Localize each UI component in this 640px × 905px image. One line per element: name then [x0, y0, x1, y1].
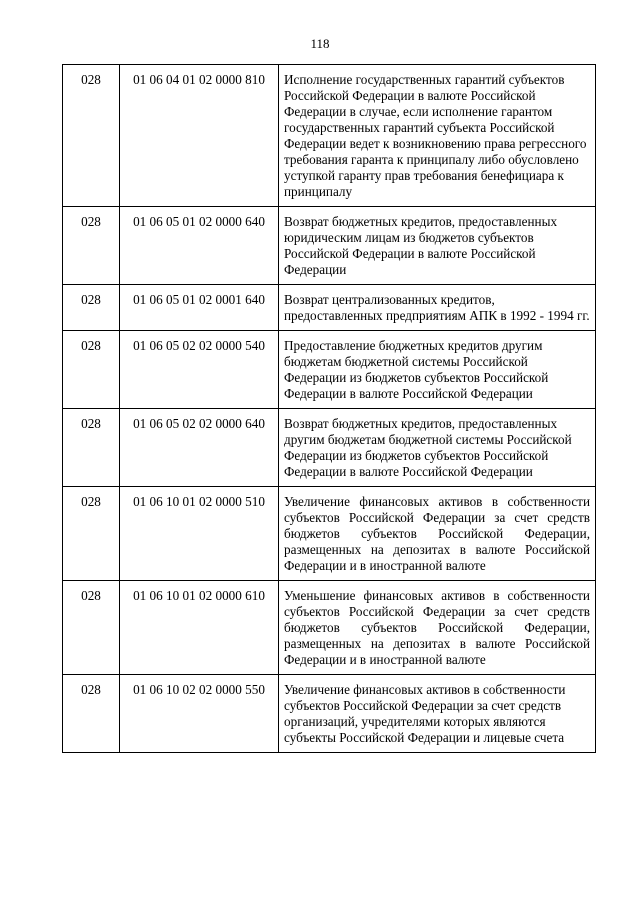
budget-codes-table: [62, 64, 596, 753]
description-cell: Возврат централизованных кредитов, предоставленных предприятиям АПК в 1992 - 1994 гг.: [279, 285, 596, 331]
table-row: [63, 487, 596, 581]
budget-code-cell: 01 06 04 01 02 0000 810: [120, 65, 279, 207]
description-cell: Возврат бюджетных кредитов, предоставленных юридическим лицам из бюджетов субъектов Российской Федерации в валюте Российской Федерации: [279, 207, 596, 285]
table-row: [63, 207, 596, 285]
table-row: [63, 675, 596, 753]
description-cell: Исполнение государственных гарантий субъектов Российской Федерации в валюте Российской Федерации в случае, если исполнение гарантом государственных гарантий субъекта Российской Федерации ведет к возникновению права регрессного требования гаранта к принципалу либо обусловлено уступкой гаранту прав требования бенефициара к принципалу: [279, 65, 596, 207]
admin-code-cell: 028: [63, 581, 120, 675]
admin-code-cell: 028: [63, 285, 120, 331]
admin-code-cell: 028: [63, 207, 120, 285]
page-number: 118: [310, 36, 330, 51]
admin-code-cell: 028: [63, 675, 120, 753]
budget-code-cell: 01 06 10 01 02 0000 610: [120, 581, 279, 675]
description-cell: Возврат бюджетных кредитов, предоставленных другим бюджетам бюджетной системы Российской Федерации из бюджетов субъектов Российской Федерации в валюте Российской Федерации: [279, 409, 596, 487]
admin-code-cell: 028: [63, 331, 120, 409]
admin-code-cell: 028: [63, 487, 120, 581]
description-cell: Уменьшение финансовых активов в собственности субъектов Российской Федерации за счет средств бюджетов субъектов Российской Федерации, размещенных на депозитах в валюте Российской Федерации и в иностранной валюте: [279, 581, 596, 675]
budget-code-cell: 01 06 10 01 02 0000 510: [120, 487, 279, 581]
budget-code-cell: 01 06 10 02 02 0000 550: [120, 675, 279, 753]
budget-code-cell: 01 06 05 01 02 0000 640: [120, 207, 279, 285]
table-row: [63, 331, 596, 409]
budget-code-cell: 01 06 05 01 02 0001 640: [120, 285, 279, 331]
admin-code-cell: 028: [63, 65, 120, 207]
description-cell: Увеличение финансовых активов в собственности субъектов Российской Федерации за счет средств организаций, учредителями которых являются субъекты Российской Федерации и лицевые счета: [279, 675, 596, 753]
budget-code-cell: 01 06 05 02 02 0000 640: [120, 409, 279, 487]
table-row: [63, 65, 596, 207]
table-row: [63, 409, 596, 487]
table-row: [63, 285, 596, 331]
budget-code-cell: 01 06 05 02 02 0000 540: [120, 331, 279, 409]
admin-code-cell: 028: [63, 409, 120, 487]
description-cell: Предоставление бюджетных кредитов другим бюджетам бюджетной системы Российской Федерации из бюджетов субъектов Российской Федерации в валюте Российской Федерации: [279, 331, 596, 409]
table-row: [63, 581, 596, 675]
description-cell: Увеличение финансовых активов в собственности субъектов Российской Федерации за счет средств бюджетов субъектов Российской Федерации, размещенных на депозитах в валюте Российской Федерации и в иностранной валюте: [279, 487, 596, 581]
